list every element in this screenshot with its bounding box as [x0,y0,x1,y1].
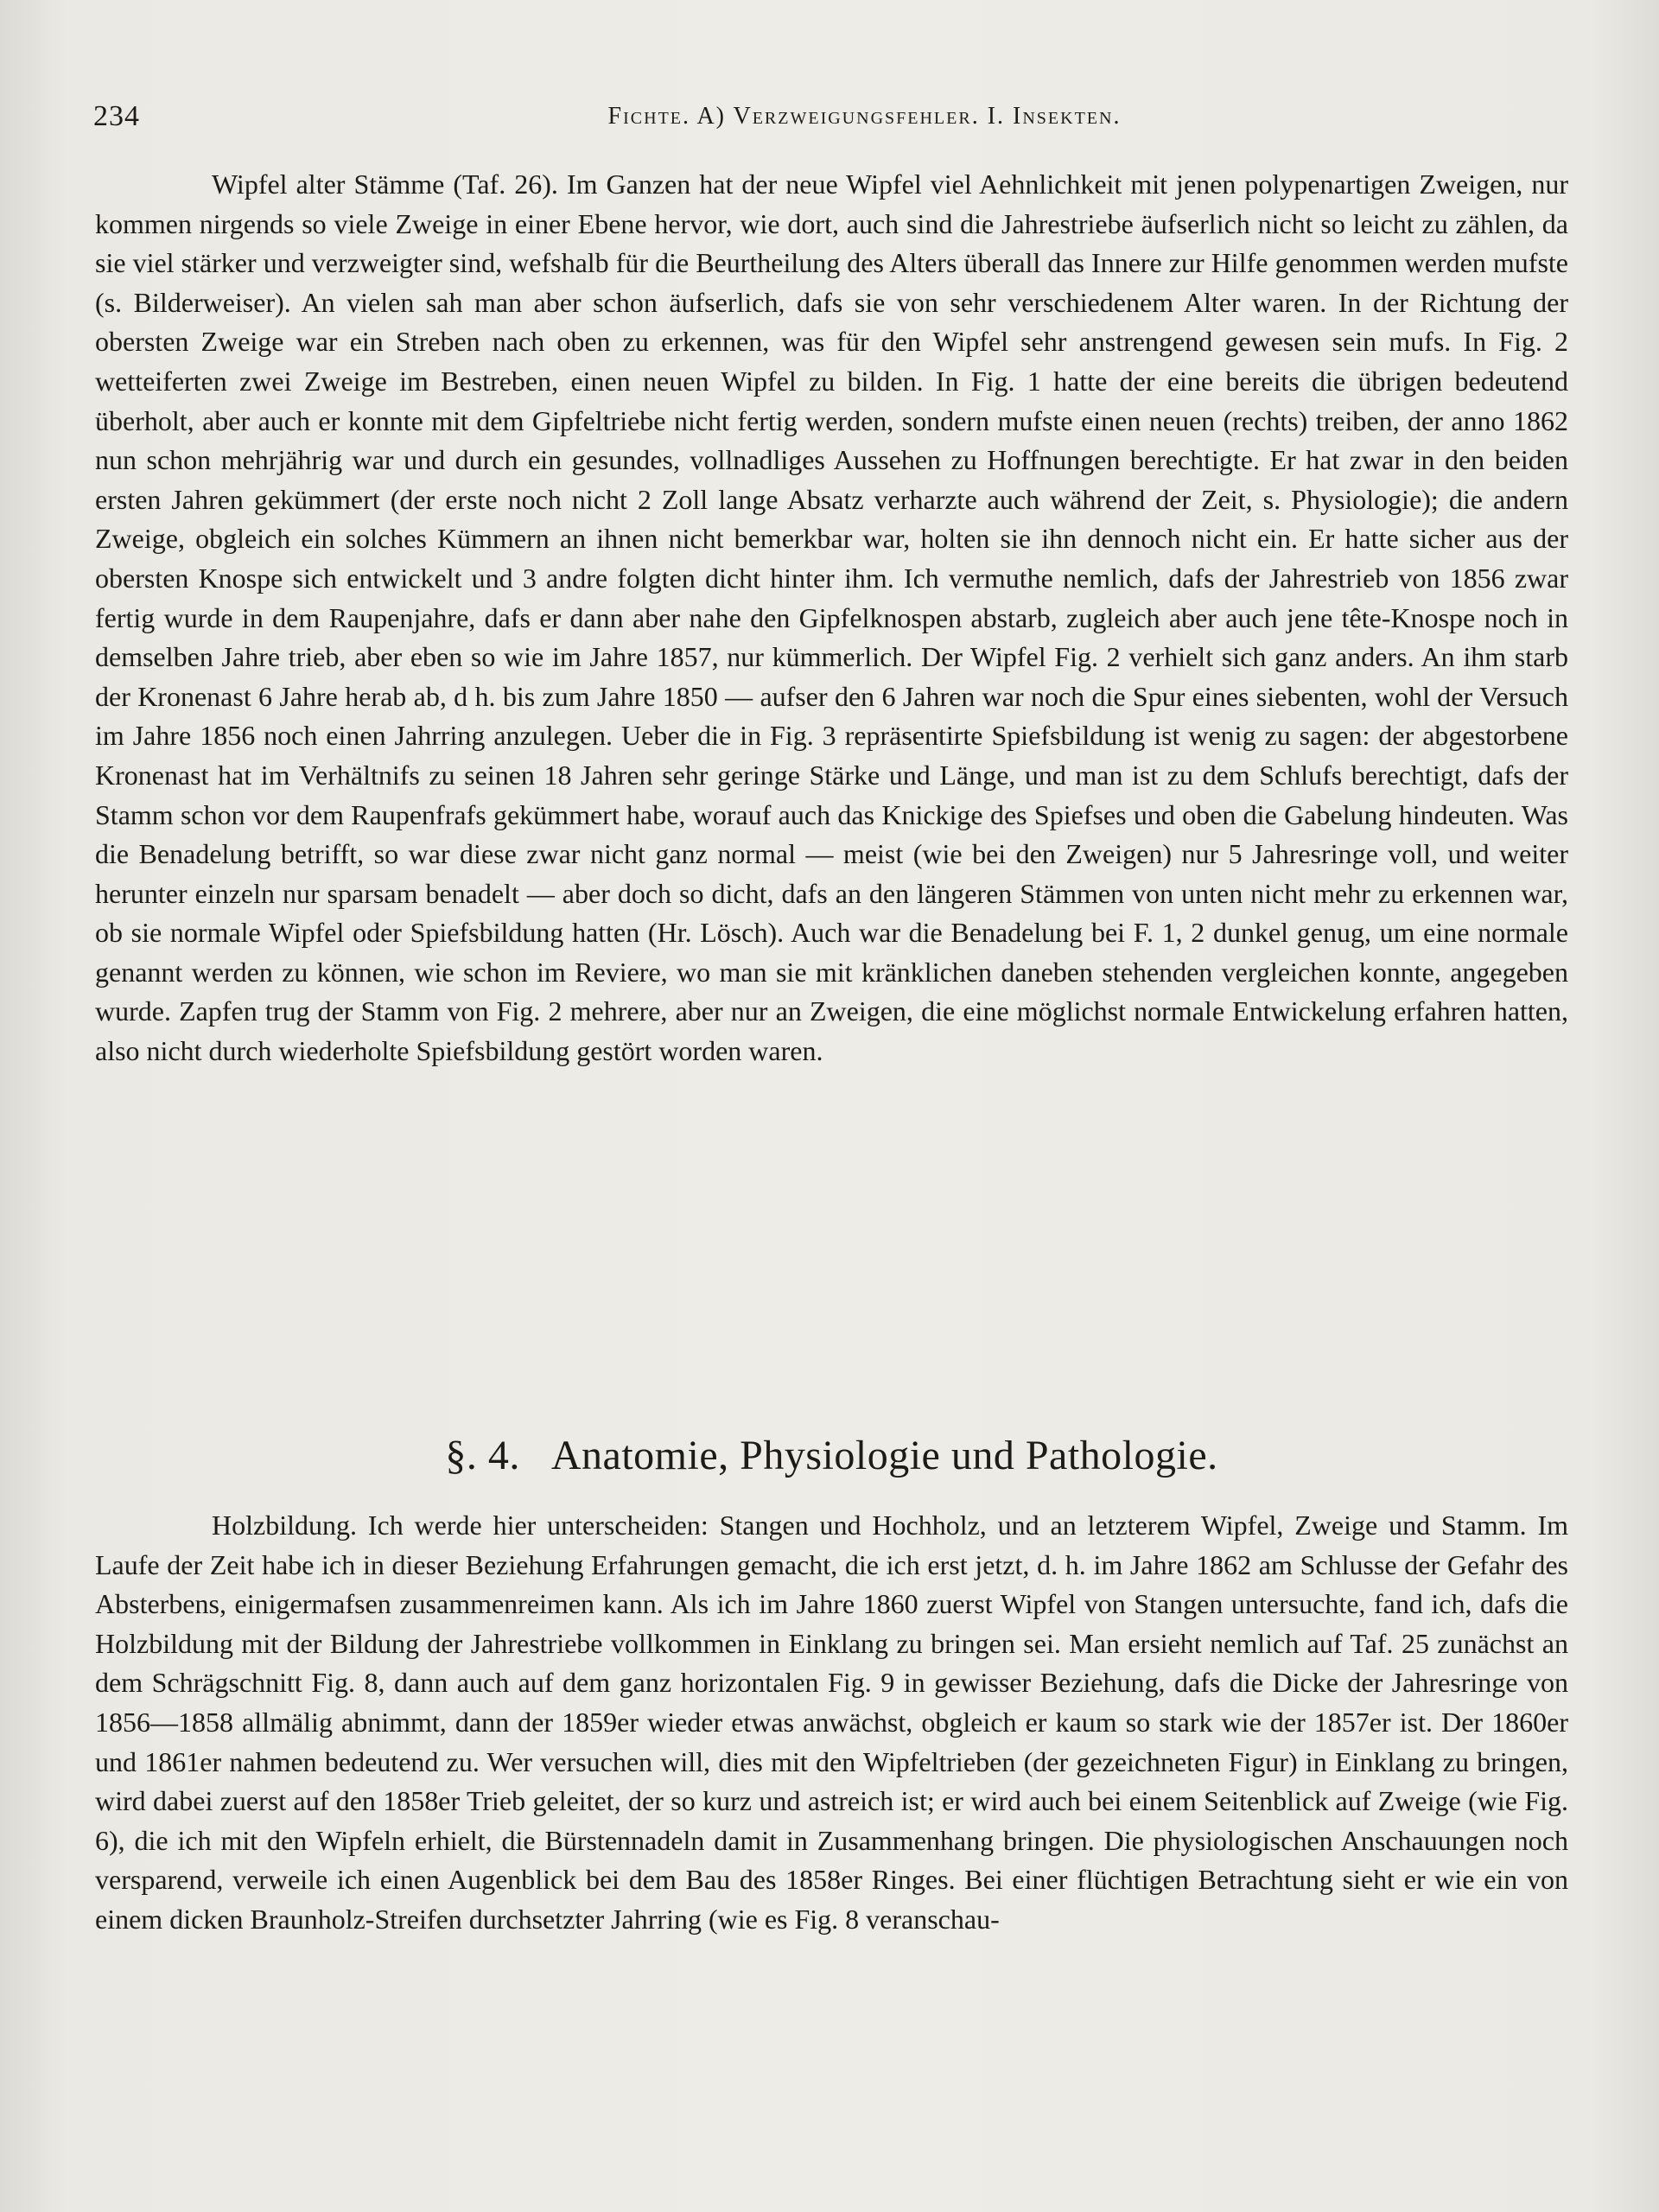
running-head [93,95,1575,138]
body-text-lower [95,1506,1568,1940]
paragraph-holzbildung: Holzbildung. Ich werde hier unterscheiden: Stangen und Hochholz, und an letzterem Wipfel, Zweige und Stamm. Im Laufe der Zeit habe ich in dieser Beziehung Erfahrungen gemacht, die ich erst jetzt, d. h. im Jahre 1862 am Schlusse der Gefahr des Absterbens, einigermafsen zusammenreimen kann. Als ich im Jahre 1860 zuerst Wipfel von Stangen untersuchte, fand ich, dafs die Holzbildung mit der Bildung der Jahrestriebe vollkommen in Einklang zu bringen sei. Man ersieht nemlich auf Taf. 25 zunächst an dem Schrägschnitt Fig. 8, dann auch auf dem ganz horizontalen Fig. 9 in gewisser Beziehung, dafs die Dicke der Jahresringe von 1856—1858 allmälig abnimmt, dann der 1859er wieder etwas anwächst, obgleich er kaum so stark wie der 1857er ist. Der 1860er und 1861er nahmen bedeutend zu. Wer versuchen will, dies mit den Wipfeltrieben (der gezeichneten Figur) in Einklang zu bringen, wird dabei zuerst auf den 1858er Trieb geleitet, der so kurz und astreich ist; er wird auch bei einem Seitenblick auf Zweige (wie Fig. 6), die ich mit den Wipfeln erhielt, die Bürstennadeln damit in Zusammenhang bringen. Die physiologischen Anschauungen noch versparend, verweile ich einen Augenblick bei dem Bau des 1858er Ringes. Bei einer flüchtigen Betrachtung sieht er wie ein von einem dicken Braunholz-Streifen durchsetzter Jahrring (wie es Fig. 8 veranschau- [95,1510,1568,1935]
paragraph-wipfel: Wipfel alter Stämme (Taf. 26). Im Ganzen hat der neue Wipfel viel Aehnlichkeit mit jenen polypenartigen Zweigen, nur kommen nirgends so viele Zweige in einer Ebene hervor, wie dort, auch sind die Jahrestriebe äufserlich nicht so leicht zu zählen, da sie viel stärker und verzweigter sind, wefshalb für die Beurtheilung des Alters überall das Innere zur Hilfe genommen werden mufste (s. Bilderweiser). An vielen sah man aber schon äufserlich, dafs sie von sehr verschiedenem Alter waren. In der Richtung der obersten Zweige war ein Streben nach oben zu erkennen, was für den Wipfel sehr anstrengend gewesen sein mufs. In Fig. 2 wetteiferten zwei Zweige im Bestreben, einen neuen Wipfel zu bilden. In Fig. 1 hatte der eine bereits die übrigen bedeutend überholt, aber auch er konnte mit dem Gipfeltriebe nicht fertig werden, sondern mufste einen neuen (rechts) treiben, der anno 1862 nun schon mehrjährig war und durch ein gesundes, vollnadliges Aussehen zu Hoffnungen berechtigte. Er hat zwar in den beiden ersten Jahren gekümmert (der erste noch nicht 2 Zoll lange Absatz verharzte auch während der Zeit, s. Physiologie); die andern Zweige, obgleich ein solches Kümmern an ihnen nicht bemerkbar war, holten sie ihn dennoch nicht ein. Er hatte sicher aus der obersten Knospe sich entwickelt und 3 andre folgten dicht hinter ihm. Ich vermuthe nemlich, dafs der Jahrestrieb von 1856 zwar fertig wurde in dem Raupenjahre, dafs er dann aber nahe den Gipfelknospen abstarb, zugleich aber auch jene tête-Knospe noch in demselben Jahre trieb, aber eben so wie im Jahre 1857, nur kümmerlich. Der Wipfel Fig. 2 verhielt sich ganz anders. An ihm starb der Kronenast 6 Jahre herab ab, d h. bis zum Jahre 1850 — aufser den 6 Jahren war noch die Spur eines siebenten, wohl der Versuch im Jahre 1856 noch einen Jahrring anzulegen. Ueber die in Fig. 3 repräsentirte Spiefsbildung ist wenig zu sagen: der abgestorbene Kronenast hat im Verhältnifs zu seinen 18 Jahren sehr geringe Stärke und Länge, und man ist zu dem Schlufs berechtigt, dafs der Stamm schon vor dem Raupenfrafs gekümmert habe, worauf auch das Knickige des Spiefses und oben die Gabelung hindeuten. Was die Benadelung betrifft, so war diese zwar nicht ganz normal — meist (wie bei den Zweigen) nur 5 Jahresringe voll, und weiter herunter einzeln nur sparsam benadelt — aber doch so dicht, dafs an den längeren Stämmen von unten nicht mehr zu erkennen war, ob sie normale Wipfel oder Spiefsbildung hatten (Hr. Lösch). Auch war die Benadelung bei F. 1, 2 dunkel genug, um eine normale genannt werden zu können, wie schon im Reviere, wo man sie mit kränklichen daneben stehenden vergleichen konnte, angegeben wurde. Zapfen trug der Stamm von Fig. 2 mehrere, aber nur an Zweigen, die eine möglichst normale Entwickelung erfahren hatten, also nicht durch wiederholte Spiefsbildung gestört worden waren. [95,168,1568,1067]
section-title: Anatomie, Physiologie und Pathologie. [550,1433,1218,1478]
page-number: 234 [93,100,140,132]
section-heading [95,1426,1568,1486]
running-head-title: Fichte. A) Verzweigungsfehler. I. Insekten. [607,103,1122,130]
body-text-upper [95,165,1568,1071]
section-number: §. 4. [445,1433,520,1478]
